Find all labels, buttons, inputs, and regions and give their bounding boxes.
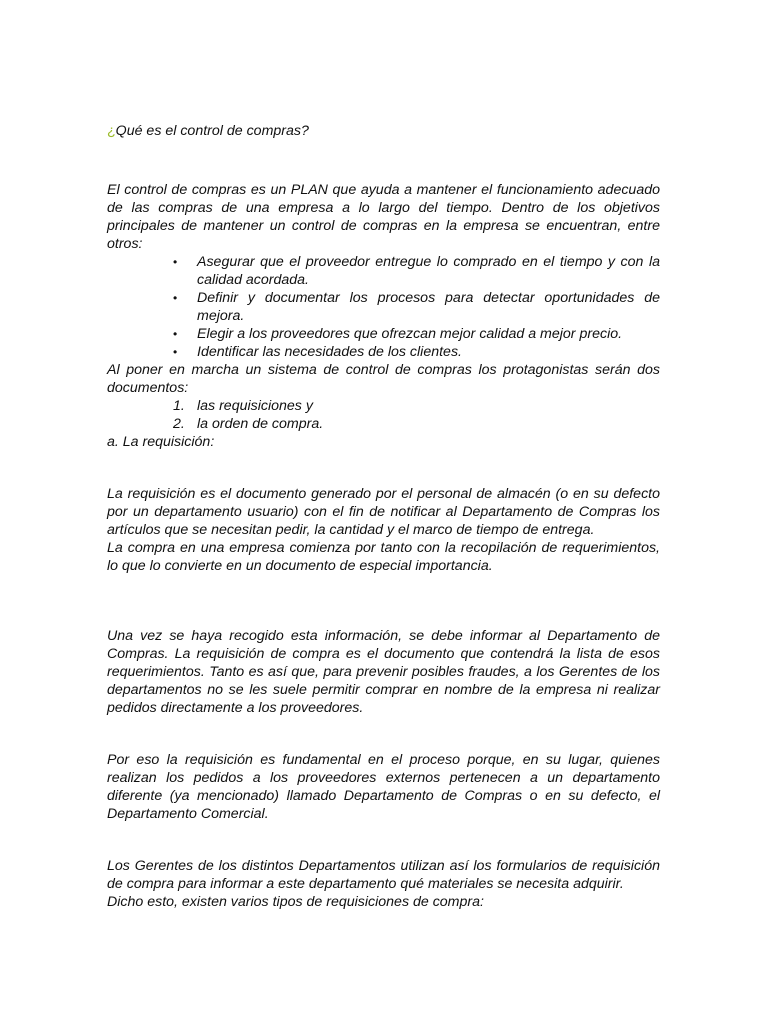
information-section <box>107 627 660 717</box>
intro-paragraph: El control de compras es un PLAN que ayuda a mantener el funcionamiento adecuado de las compras de una empresa a lo largo del tiempo. Dentro de los objetivos principales de mantener un control de compras en la empresa se encuentran, entre otros: <box>107 182 660 252</box>
requisition-section <box>107 485 660 575</box>
bullet-icon: • <box>173 345 178 359</box>
document-item <box>107 415 660 433</box>
bullet-icon: • <box>173 327 178 341</box>
requisition-paragraph-5: Los Gerentes de los distintos Departamentos utilizan así los formularios de requisición de compra para informar a este departamento qué materiales se necesita adquirir. <box>107 858 660 892</box>
document-title-text: Qué es el control de compras? <box>115 123 309 139</box>
document-item-text: la orden de compra. <box>197 416 324 432</box>
list-number: 2. <box>173 416 185 432</box>
managers-section <box>107 857 660 911</box>
objective-item <box>107 343 660 361</box>
requisition-paragraph-1: La requisición es el documento generado por el personal de almacén (o en su defecto por un departamento usuario) con el fin de notificar al Departamento de Compras los artículos que se necesitan pedir, la cantidad y el marco de tiempo de entrega. <box>107 486 660 538</box>
document-page <box>107 0 660 1024</box>
objective-text: Elegir a los proveedores que ofrezcan mejor calidad a mejor precio. <box>197 326 623 342</box>
objective-item <box>107 325 660 343</box>
documents-list <box>107 397 660 433</box>
requisition-paragraph-3: Una vez se haya recogido esta información, se debe informar al Departamento de Compras. La requisición de compra es el documento que contendrá la lista de esos requerimientos. Tanto es así que, para prevenir posibles fraudes, a los Gerentes de los departamentos no se les suele permitir comprar en nombre de la empresa ni realizar pedidos directamente a los proveedores. <box>107 628 660 716</box>
objective-item <box>107 253 660 289</box>
requisition-paragraph-4: Por eso la requisición es fundamental en el proceso porque, en su lugar, quienes realizan los pedidos a los proveedores externos pertenecen a un departamento diferente (ya mencionado) llamado Departamento de Compras o en su defecto, el Departamento Comercial. <box>107 752 660 822</box>
objective-text: Identificar las necesidades de los clientes. <box>197 344 462 360</box>
inverted-question-mark: ¿ <box>107 123 116 139</box>
document-item <box>107 397 660 415</box>
bullet-icon: • <box>173 255 178 269</box>
documents-intro-paragraph: Al poner en marcha un sistema de control de compras los protagonistas serán dos documentos: <box>107 362 660 396</box>
document-item-text: las requisiciones y <box>197 398 313 414</box>
bullet-icon: • <box>173 291 178 305</box>
document-title <box>107 122 660 140</box>
objectives-list <box>107 253 660 361</box>
intro-section <box>107 181 660 451</box>
requisition-paragraph-6: Dicho esto, existen varios tipos de requisiciones de compra: <box>107 894 484 910</box>
objective-item <box>107 289 660 325</box>
section-heading-requisicion: a. La requisición: <box>107 434 215 450</box>
objective-text: Asegurar que el proveedor entregue lo comprado en el tiempo y con la calidad acordada. <box>197 254 660 288</box>
requisition-paragraph-2: La compra en una empresa comienza por tanto con la recopilación de requerimientos, lo que lo convierte en un documento de especial importancia. <box>107 540 660 574</box>
list-number: 1. <box>173 398 185 414</box>
purchasing-dept-section <box>107 751 660 823</box>
objective-text: Definir y documentar los procesos para detectar oportunidades de mejora. <box>197 290 660 324</box>
